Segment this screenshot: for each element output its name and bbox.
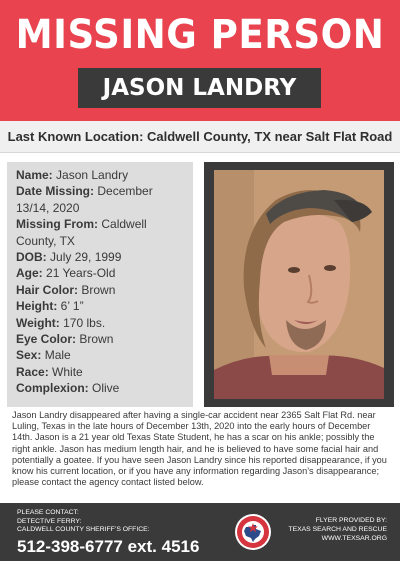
detail-label: Height:: [16, 299, 58, 314]
credit-line-1: FLYER PROVIDED BY:: [315, 517, 387, 524]
detail-label: DOB:: [16, 250, 47, 265]
contact-person: DETECTIVE FERRY:: [17, 517, 82, 525]
detail-value: 170 lbs.: [63, 315, 106, 330]
detail-sex: [16, 347, 187, 363]
contact-info: [17, 509, 150, 535]
last-known-location: Last Known Location: Caldwell County, TX near Salt Flat Road: [0, 121, 400, 153]
detail-label: Name:: [16, 168, 53, 182]
photo-frame: [204, 162, 394, 407]
detail-value: 6’ 1”: [60, 299, 84, 314]
detail-value: Brown: [81, 282, 116, 297]
detail-value: White: [52, 364, 83, 379]
contact-phone: 512-398-6777 ext. 4516: [17, 537, 200, 556]
flyer-title: MISSING PERSON: [15, 12, 385, 58]
detail-date-missing: [16, 183, 187, 216]
person-name-banner: JASON LANDRY: [78, 68, 321, 108]
detail-age: [16, 265, 187, 281]
detail-weight: [16, 315, 187, 331]
details-panel: [7, 162, 193, 407]
detail-value: Brown: [79, 332, 114, 347]
detail-label: Hair Color:: [16, 282, 79, 297]
credit-line-2: TEXAS SEARCH AND RESCUE: [288, 526, 387, 533]
detail-label: Weight:: [16, 315, 60, 330]
detail-eye-color: [16, 331, 187, 347]
detail-value: 21 Years-Old: [46, 266, 116, 281]
detail-label: Sex:: [16, 348, 42, 363]
detail-label: Eye Color:: [16, 332, 77, 347]
detail-value: Caldwell County, TX: [16, 217, 147, 248]
detail-hair-color: [16, 282, 187, 298]
detail-value: Male: [44, 348, 71, 363]
detail-value: December 13/14, 2020: [16, 184, 153, 215]
detail-missing-from: [16, 216, 187, 249]
case-description: Jason Landry disappeared after having a single-car accident near 2365 Salt Flat Rd. near Luling, Texas in the late hours of December 13th, 2020 into the early hours of December 14th. Jason is a 21 year old Texas State Student, he has a scar on his ankle; possibly the right ankle. Jason has medium length hair, and he is believed to have some facial hair and potentially a goatee. If you have seen Jason Landry since his reported disappearance, if you know his current location, or if you have any information regarding Jason’s disappearance; please contact the agency contact listed below.: [12, 410, 387, 488]
detail-label: Complexion:: [16, 381, 89, 396]
detail-label: Missing From:: [16, 217, 99, 232]
detail-value: Jason Landry: [56, 168, 129, 182]
header: [0, 0, 400, 121]
detail-label: Race:: [16, 364, 49, 379]
detail-name: [16, 167, 187, 183]
detail-complexion: [16, 380, 187, 396]
credit-website: WWW.TEXSAR.ORG: [321, 535, 387, 542]
detail-dob: [16, 249, 187, 265]
contact-agency: CALDWELL COUNTY SHERIFF’S OFFICE:: [17, 526, 150, 533]
detail-value: July 29, 1999: [50, 250, 122, 265]
portrait-illustration: [214, 170, 384, 399]
detail-value: Olive: [92, 381, 120, 396]
contact-heading: PLEASE CONTACT:: [17, 509, 79, 516]
footer: [0, 503, 400, 561]
flyer-credit: [288, 516, 387, 543]
detail-race: [16, 364, 187, 380]
detail-height: [16, 298, 187, 314]
detail-label: Age:: [16, 266, 43, 281]
missing-person-photo: [214, 170, 384, 399]
detail-label: Date Missing:: [16, 184, 95, 199]
texsar-logo: [233, 511, 273, 553]
